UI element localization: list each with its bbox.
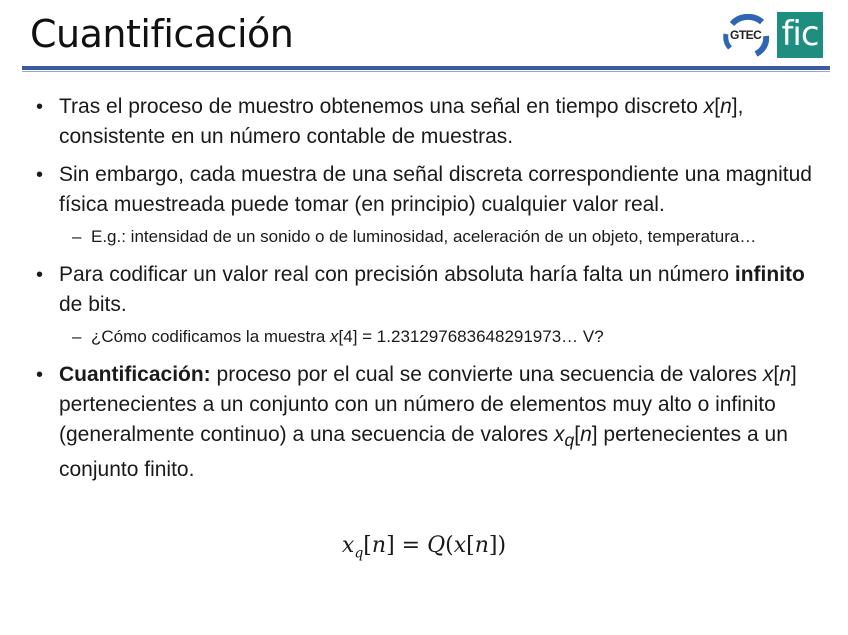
bullet-4: • Cuantificación: proceso por el cual se convierte una secuencia de valores x[n] pertenecientes a un conjunto con un número de elementos muy alto o infinito (generalmente continuo) a una secuencia de valores $x_q[n]$ pertenecientes a un conjunto finito. xyxy=(34,360,834,485)
title-rule xyxy=(22,66,830,70)
bullet-2-sub: – E.g.: intensidad de un sonido o de luminosidad, aceleración de un objeto, temperatura… xyxy=(34,224,834,250)
title-rule-thin xyxy=(22,71,830,72)
bullet-2: • Sin embargo, cada muestra de una señal discreta correspondiente una magnitud física muestreada puede tomar (en principio) cualquier valor real. xyxy=(34,160,834,220)
bullet-3-sub: – ¿Cómo codificamos la muestra x[4] = 1.231297683648291973… V? xyxy=(34,324,834,350)
slide-title: Cuantificación xyxy=(30,12,294,56)
bullet-3: • Para codificar un valor real con precisión absoluta haría falta un número infinito de bits. xyxy=(34,260,834,320)
bullet-1: • Tras el proceso de muestro obtenemos una señal en tiempo discreto x[n], consistente en un número contable de muestras. xyxy=(34,92,834,152)
fic-logo: fic xyxy=(777,12,823,58)
quantization-formula: $x_q[n] = Q(x[n])$ xyxy=(341,533,507,562)
gtec-logo-text: GTEC xyxy=(730,28,762,42)
slide-content xyxy=(34,92,834,493)
gtec-logo xyxy=(722,14,772,60)
